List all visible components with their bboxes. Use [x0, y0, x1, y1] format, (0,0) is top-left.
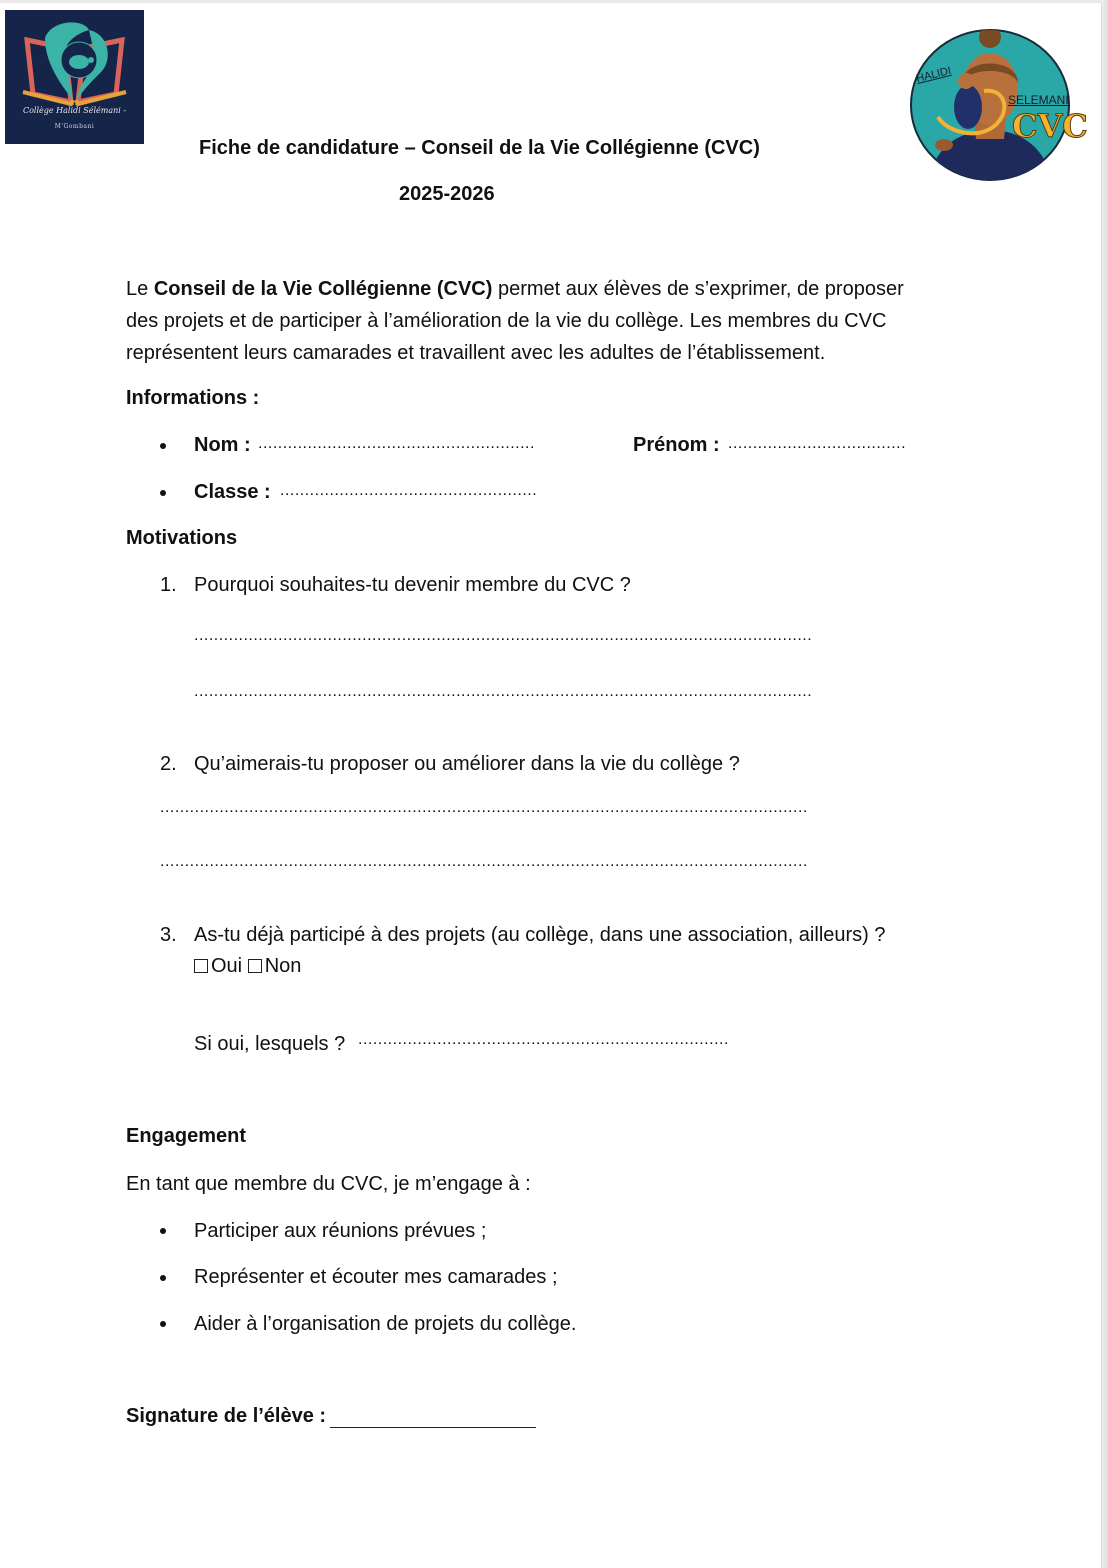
bullet-icon: [160, 1275, 166, 1281]
question-1-number: 1.: [160, 574, 177, 596]
cvc-logo-text: CVC: [1012, 107, 1088, 145]
followup-label: Si oui, lesquels ?: [194, 1033, 346, 1055]
cvc-logo: [908, 27, 1088, 182]
classe-field[interactable]: ....................................................: [280, 482, 538, 499]
question-2-answer-line-1[interactable]: ...................................................................................................................................: [160, 799, 808, 816]
question-2-number: 2.: [160, 753, 177, 775]
prenom-label: Prénom :: [633, 434, 720, 456]
school-logo: [5, 10, 144, 144]
motivations-heading: Motivations: [126, 527, 238, 549]
document-page: [0, 3, 1102, 1568]
question-1-text: Pourquoi souhaites-tu devenir membre du CVC ?: [194, 574, 631, 596]
cvc-logo-halidi: HALIDI: [915, 64, 953, 86]
question-3-number: 3.: [160, 924, 177, 946]
school-logo-name: Collège Halidi Sélémani -: [22, 106, 127, 115]
intro-line-1: [126, 273, 904, 305]
classe-label: Classe :: [194, 481, 271, 503]
engagement-intro: En tant que membre du CVC, je m’engage à :: [126, 1173, 531, 1195]
bullet-icon: [160, 490, 166, 496]
page-title: Fiche de candidature – Conseil de la Vie Collégienne (CVC): [199, 137, 760, 159]
question-2-answer-line-2[interactable]: ...................................................................................................................................: [160, 853, 808, 870]
signature-field[interactable]: [330, 1409, 536, 1428]
signature-label: Signature de l’élève :: [126, 1405, 327, 1427]
bullet-icon: [160, 1228, 166, 1234]
engagement-item: Représenter et écouter mes camarades ;: [194, 1266, 558, 1288]
intro-line-2: des projets et de participer à l’amélioration de la vie du collège. Les membres du CVC: [126, 310, 887, 332]
nom-field[interactable]: ........................................................: [258, 435, 535, 452]
nom-label: Nom :: [194, 434, 251, 456]
question-1-answer-line-2[interactable]: .............................................................................................................................: [194, 683, 813, 700]
cvc-logo-selemani: SELEMANI: [1008, 93, 1069, 107]
school-year: 2025-2026: [399, 183, 495, 205]
question-1-answer-line-1[interactable]: .............................................................................................................................: [194, 627, 813, 644]
oui-checkbox[interactable]: [194, 959, 208, 973]
signature-row: [126, 1405, 536, 1428]
engagement-item: Aider à l’organisation de projets du collège.: [194, 1313, 577, 1335]
engagement-item: Participer aux réunions prévues ;: [194, 1220, 487, 1242]
engagement-heading: Engagement: [126, 1125, 247, 1147]
page-edge: [1102, 0, 1108, 1568]
prenom-field[interactable]: ....................................: [728, 435, 907, 452]
oui-label: Oui: [211, 955, 243, 977]
non-label: Non: [264, 955, 302, 977]
non-checkbox[interactable]: [248, 959, 262, 973]
intro-prefix: Le: [126, 278, 154, 300]
school-logo-location: M'Gombani: [54, 123, 95, 130]
question-2-text: Qu’aimerais-tu proposer ou améliorer dans la vie du collège ?: [194, 753, 740, 775]
intro-line-1-rest: permet aux élèves de s’exprimer, de proposer: [492, 278, 904, 300]
informations-heading: Informations :: [126, 387, 260, 409]
question-3-options: [194, 950, 301, 982]
bullet-icon: [160, 443, 166, 449]
intro-line-3: représentent leurs camarades et travaillent avec les adultes de l’établissement.: [126, 342, 826, 364]
bullet-icon: [160, 1321, 166, 1327]
intro-bold: Conseil de la Vie Collégienne (CVC): [153, 278, 493, 300]
followup-field[interactable]: ...........................................................................: [358, 1031, 729, 1048]
question-3-text: As-tu déjà participé à des projets (au collège, dans une association, ailleurs) ?: [194, 924, 886, 946]
